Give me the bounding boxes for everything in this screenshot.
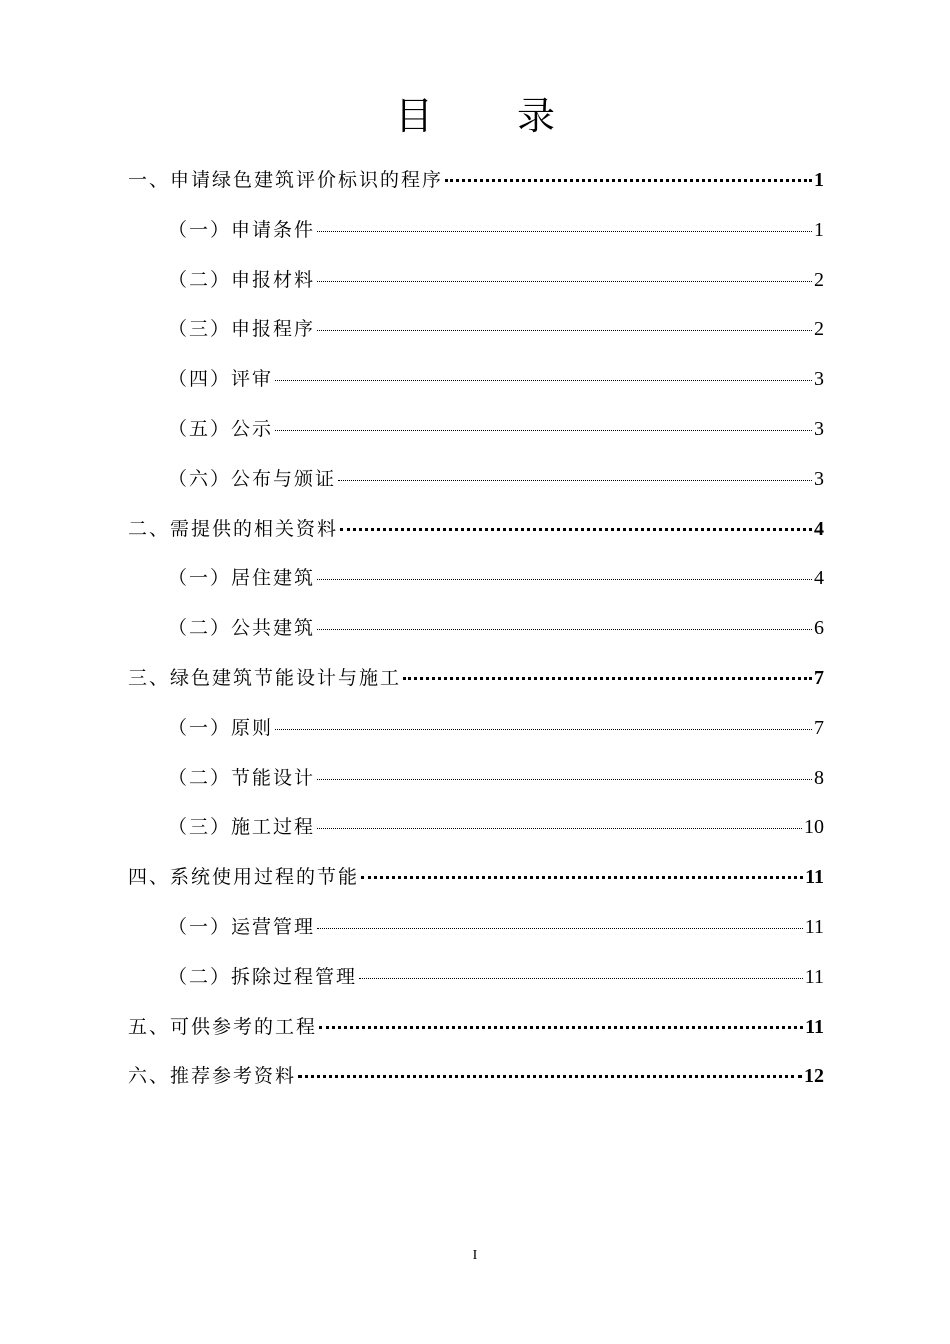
toc-entry-chapter[interactable] <box>128 654 824 704</box>
toc-entry-label: （一）运营管理 <box>168 915 316 938</box>
toc-entry-label: （三）施工过程 <box>168 816 316 839</box>
toc-dot-leader <box>317 579 812 580</box>
toc-entry-label: （二）公共建筑 <box>168 617 316 640</box>
toc-entry-page-number: 3 <box>814 417 824 440</box>
toc-entry-chapter[interactable] <box>128 505 824 555</box>
toc-dot-leader <box>317 629 812 630</box>
toc-entry-section[interactable] <box>128 256 824 306</box>
toc-entry-page-number: 2 <box>814 268 824 291</box>
toc-entry-label: （一）申请条件 <box>168 218 316 241</box>
toc-entry-section[interactable] <box>128 803 824 853</box>
toc-entry-section[interactable] <box>128 953 824 1003</box>
page-title: 目 录 <box>394 94 592 138</box>
toc-dot-leader <box>361 876 803 879</box>
toc-entry-page-number: 11 <box>804 965 824 988</box>
toc-entry-page-number: 8 <box>814 766 824 789</box>
toc-dot-leader <box>340 528 812 531</box>
toc-entry-page-number: 11 <box>804 915 824 938</box>
toc-entry-page-number: 7 <box>814 666 824 689</box>
toc-entry-section[interactable] <box>128 704 824 754</box>
toc-dot-leader <box>317 828 802 829</box>
toc-entry-page-number: 3 <box>814 368 824 391</box>
toc-dot-leader <box>317 779 812 780</box>
toc-entry-section[interactable] <box>128 206 824 256</box>
toc-entry-chapter[interactable] <box>128 1003 824 1053</box>
toc-dot-leader <box>317 928 803 929</box>
toc-entry-page-number: 11 <box>805 866 824 889</box>
toc-entry-label: （一）居住建筑 <box>168 567 316 590</box>
toc-entry-section[interactable] <box>128 355 824 405</box>
toc-entry-section[interactable] <box>128 554 824 604</box>
toc-entry-section[interactable] <box>128 405 824 455</box>
toc-entry-label: 五、可供参考的工程 <box>128 1015 318 1038</box>
toc-entry-chapter[interactable] <box>128 1052 824 1102</box>
toc-entry-page-number: 1 <box>814 169 824 191</box>
toc-entry-page-number: 1 <box>814 218 824 241</box>
toc-entry-section[interactable] <box>128 305 824 355</box>
toc-entry-label: （五）公示 <box>168 417 274 440</box>
toc-dot-leader <box>298 1075 802 1078</box>
toc-entry-label: 二、需提供的相关资料 <box>128 517 339 540</box>
toc-entry-label: （一）原则 <box>168 716 274 739</box>
toc-entry-chapter[interactable] <box>128 156 824 206</box>
toc-entry-page-number: 4 <box>814 517 824 540</box>
toc-entry-label: （二）拆除过程管理 <box>168 965 358 988</box>
toc-dot-leader <box>445 179 812 182</box>
toc-dot-leader <box>338 480 812 481</box>
toc-entry-label: 三、绿色建筑节能设计与施工 <box>128 666 402 689</box>
toc-dot-leader <box>275 729 812 730</box>
toc-entry-label: （三）申报程序 <box>168 318 316 341</box>
toc-entry-page-number: 10 <box>804 816 824 839</box>
toc-entry-label: 四、系统使用过程的节能 <box>128 866 360 889</box>
toc-dot-leader <box>359 978 803 979</box>
toc-dot-leader <box>275 430 812 431</box>
toc-entry-section[interactable] <box>128 754 824 804</box>
toc-entry-page-number: 3 <box>814 467 824 490</box>
toc-entry-label: （二）节能设计 <box>168 766 316 789</box>
toc-entry-section[interactable] <box>128 903 824 953</box>
toc-entry-label: （二）申报材料 <box>168 268 316 291</box>
toc-entry-page-number: 6 <box>814 617 824 640</box>
page-number: I <box>472 1248 478 1263</box>
toc-entry-label: （六）公布与颁证 <box>168 467 337 490</box>
toc-entry-label: 一、申请绿色建筑评价标识的程序 <box>128 169 444 191</box>
toc-entry-page-number: 12 <box>804 1065 824 1088</box>
toc-entry-section[interactable] <box>128 455 824 505</box>
toc-entry-page-number: 2 <box>814 318 824 341</box>
toc-dot-leader <box>317 330 812 331</box>
toc-entry-page-number: 11 <box>805 1015 824 1038</box>
toc-entry-label: （四）评审 <box>168 368 274 391</box>
toc-entry-chapter[interactable] <box>128 853 824 903</box>
toc-entry-page-number: 7 <box>814 716 824 739</box>
toc-entry-label: 六、推荐参考资料 <box>128 1065 297 1088</box>
toc-entry-section[interactable] <box>128 604 824 654</box>
table-of-contents <box>128 156 824 1102</box>
toc-dot-leader <box>317 281 812 282</box>
toc-dot-leader <box>319 1026 803 1029</box>
toc-dot-leader <box>403 677 812 680</box>
toc-dot-leader <box>317 231 812 232</box>
toc-dot-leader <box>275 380 812 381</box>
toc-entry-page-number: 4 <box>814 567 824 590</box>
